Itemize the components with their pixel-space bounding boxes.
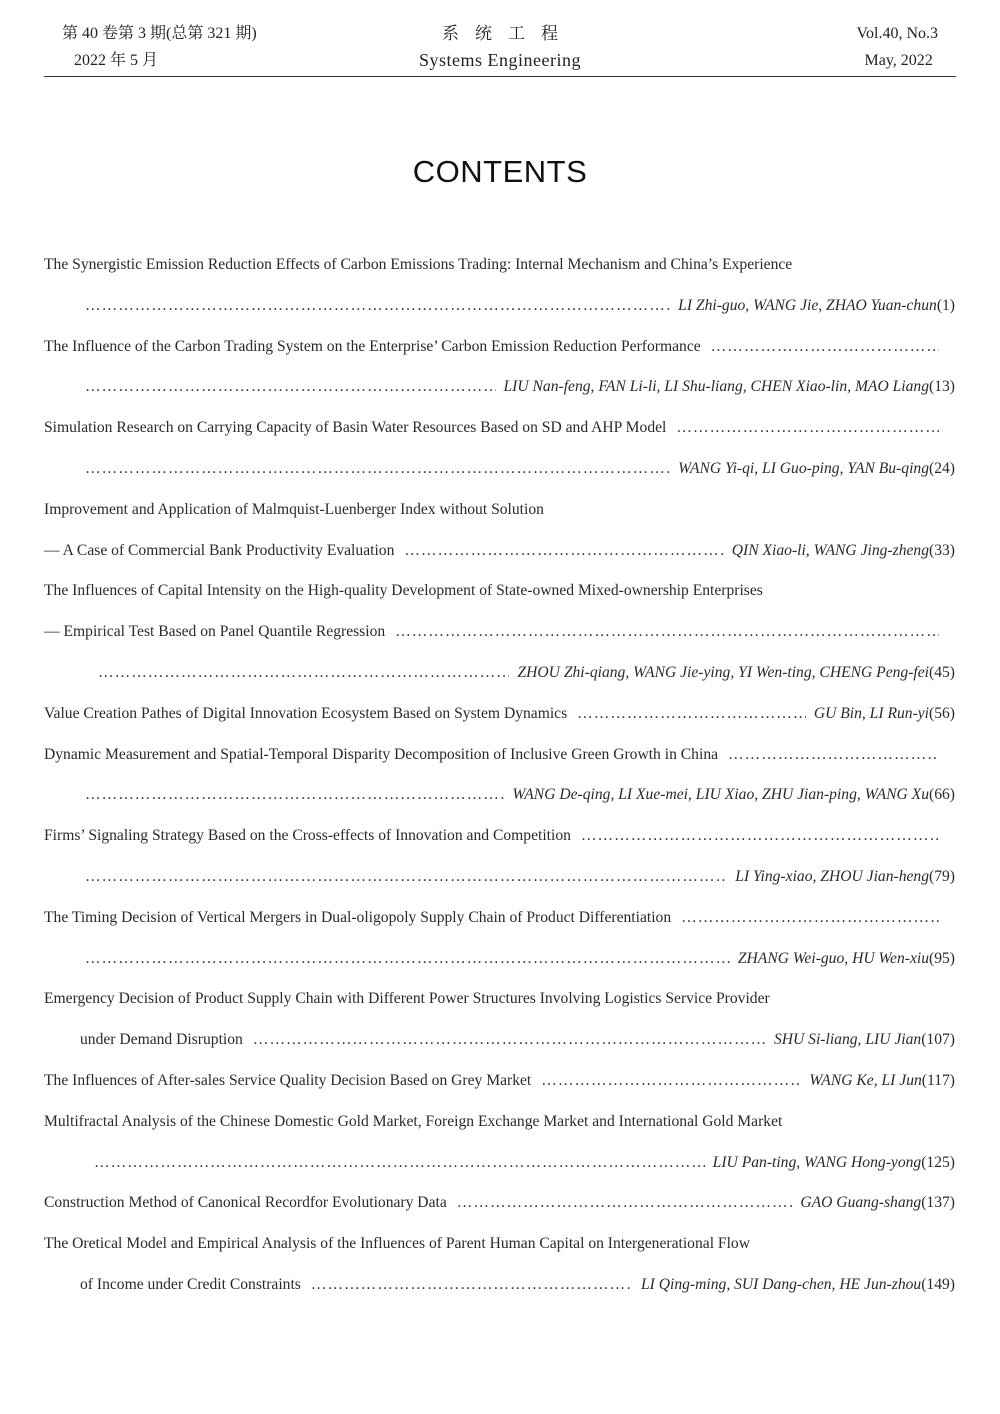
entry-title: Dynamic Measurement and Spatial-Temporal Disparity Decomposition of Inclusive Green Growth in China bbox=[44, 745, 719, 763]
toc-entry-authors-line bbox=[44, 775, 955, 816]
leader-dots bbox=[85, 775, 504, 816]
entry-title: Firms’ Signaling Strategy Based on the Cross-effects of Innovation and Competition bbox=[44, 827, 571, 845]
toc-entry-title bbox=[44, 571, 955, 612]
toc-entry-authors-line bbox=[44, 1061, 955, 1102]
leader-dots bbox=[85, 286, 670, 327]
leader-dots bbox=[541, 1061, 801, 1102]
toc-entry-authors-line bbox=[44, 1143, 955, 1184]
entry-title: The Timing Decision of Vertical Mergers in Dual-oligopoly Supply Chain of Product Differentiation bbox=[44, 908, 672, 926]
entry-authors: WANG Yi-qi, LI Guo-ping, YAN Bu-qing bbox=[678, 459, 930, 477]
entry-page: (13) bbox=[929, 378, 955, 396]
entry-authors: WANG De-qing, LI Xue-mei, LIU Xiao, ZHU Jian-ping, WANG Xu bbox=[512, 786, 930, 804]
entry-page: (45) bbox=[929, 663, 955, 681]
entry-page: (149) bbox=[921, 1275, 955, 1293]
entry-page: (33) bbox=[929, 541, 955, 559]
entry-page: (95) bbox=[929, 949, 955, 967]
entry-subtitle: under Demand Disruption bbox=[80, 1031, 243, 1049]
entry-authors: WANG Ke, LI Jun bbox=[809, 1071, 922, 1089]
entry-page: (24) bbox=[929, 459, 955, 477]
entry-page: (1) bbox=[936, 296, 955, 314]
toc-entry-title bbox=[44, 1224, 955, 1265]
entry-page: (79) bbox=[929, 867, 955, 885]
entry-subtitle: — Empirical Test Based on Panel Quantile Regression bbox=[44, 623, 386, 641]
leader-dots bbox=[85, 367, 496, 408]
entry-page: (137) bbox=[921, 1194, 955, 1212]
toc-entry-authors-line bbox=[44, 531, 955, 572]
leader-dots bbox=[98, 653, 509, 694]
toc-entry-title bbox=[44, 1102, 955, 1143]
running-header bbox=[44, 14, 956, 77]
volume-issue-cn: 第 40 卷第 3 期(总第 321 期) bbox=[62, 25, 257, 42]
entry-page: (117) bbox=[921, 1071, 955, 1089]
toc-entry-title bbox=[44, 816, 955, 857]
leader-dots bbox=[94, 1143, 705, 1184]
leader-dots bbox=[85, 449, 670, 490]
entry-title: Simulation Research on Carrying Capacity of Basin Water Resources Based on SD and AHP Model bbox=[44, 419, 667, 437]
entry-page: (56) bbox=[929, 704, 955, 722]
entry-authors: LI Zhi-guo, WANG Jie, ZHAO Yuan-chun bbox=[678, 296, 937, 314]
entry-title: The Influences of Capital Intensity on the High-quality Development of State-owned Mixed-ownership Enterprises bbox=[44, 582, 763, 600]
table-of-contents bbox=[44, 245, 955, 1306]
entry-title: The Influences of After-sales Service Quality Decision Based on Grey Market bbox=[44, 1071, 532, 1089]
entry-page: (66) bbox=[929, 786, 955, 804]
entry-authors: SHU Si-liang, LIU Jian bbox=[773, 1031, 922, 1049]
entry-subtitle: of Income under Credit Constraints bbox=[80, 1275, 301, 1293]
entry-title: Multifractal Analysis of the Chinese Domestic Gold Market, Foreign Exchange Market and International Gold Market bbox=[44, 1112, 783, 1130]
toc-entry-authors-line bbox=[44, 1265, 955, 1306]
entry-authors: QIN Xiao-li, WANG Jing-zheng bbox=[731, 541, 930, 559]
leader-dots bbox=[404, 531, 723, 572]
entry-authors: LIU Pan-ting, WANG Hong-yong bbox=[712, 1153, 922, 1171]
entry-authors: GU Bin, LI Run-yi bbox=[813, 704, 930, 722]
leader-dots bbox=[253, 1020, 766, 1061]
date-cn: 2022 年 5 月 bbox=[74, 52, 159, 69]
entry-title: The Synergistic Emission Reduction Effects of Carbon Emissions Trading: Internal Mechanism and China’s Experience bbox=[44, 256, 793, 273]
toc-entry-title bbox=[44, 490, 955, 531]
toc-entry-authors-line bbox=[44, 1183, 955, 1224]
entry-authors: LI Qing-ming, SUI Dang-chen, HE Jun-zhou bbox=[641, 1275, 922, 1293]
leader-dots bbox=[85, 939, 730, 980]
entry-authors: ZHANG Wei-guo, HU Wen-xiu bbox=[737, 949, 930, 967]
leader-dots bbox=[711, 327, 939, 368]
entry-authors: ZHOU Zhi-qiang, WANG Jie-ying, YI Wen-ting, CHENG Peng-fei bbox=[517, 663, 930, 681]
entry-authors: GAO Guang-shang bbox=[800, 1194, 922, 1212]
leader-dots bbox=[85, 857, 727, 898]
leader-dots bbox=[395, 612, 939, 653]
volume-issue-en: Vol.40, No.3 bbox=[856, 25, 938, 42]
volume-info-en bbox=[857, 20, 939, 74]
toc-entry-authors-line bbox=[44, 1020, 955, 1061]
toc-entry-title bbox=[44, 408, 955, 449]
toc-entry-authors-line bbox=[44, 857, 955, 898]
leader-dots bbox=[728, 735, 939, 776]
leader-dots bbox=[676, 408, 939, 449]
toc-entry-authors-line bbox=[44, 694, 955, 735]
entry-authors: LI Ying-xiao, ZHOU Jian-heng bbox=[735, 867, 930, 885]
toc-entry-authors-line bbox=[44, 449, 955, 490]
entry-authors: LIU Nan-feng, FAN Li-li, LI Shu-liang, CHEN Xiao-lin, MAO Liang bbox=[503, 378, 930, 396]
toc-entry-title bbox=[44, 735, 955, 776]
leader-dots bbox=[457, 1183, 793, 1224]
journal-name-en: Systems Engineering bbox=[419, 50, 581, 70]
toc-entry-authors-line bbox=[44, 286, 955, 327]
leader-dots bbox=[581, 816, 939, 857]
leader-dots bbox=[577, 694, 806, 735]
toc-entry-title bbox=[44, 979, 955, 1020]
leader-dots bbox=[681, 898, 939, 939]
journal-name-cn: 系统工程 bbox=[442, 24, 574, 43]
entry-title: Value Creation Pathes of Digital Innovation Ecosystem Based on System Dynamics bbox=[44, 704, 568, 722]
entry-title: Construction Method of Canonical Recordfor Evolutionary Data bbox=[44, 1194, 447, 1212]
entry-title: The Oretical Model and Empirical Analysis of the Influences of Parent Human Capital on Intergenerational Flow bbox=[44, 1235, 750, 1253]
date-en: May, 2022 bbox=[864, 52, 933, 69]
entry-page: (107) bbox=[921, 1031, 955, 1049]
leader-dots bbox=[311, 1265, 633, 1306]
toc-entry-authors-line bbox=[44, 367, 955, 408]
toc-entry-title bbox=[44, 245, 955, 286]
toc-entry-authors-line bbox=[44, 939, 955, 980]
toc-entry-authors-line bbox=[44, 653, 955, 694]
entry-subtitle: — A Case of Commercial Bank Productivity Evaluation bbox=[44, 541, 395, 559]
toc-entry-title bbox=[44, 898, 955, 939]
entry-page: (125) bbox=[921, 1153, 955, 1171]
toc-entry-subtitle-line bbox=[44, 612, 955, 653]
page-title: CONTENTS bbox=[412, 154, 588, 189]
journal-name bbox=[44, 20, 956, 74]
entry-title: Emergency Decision of Product Supply Chain with Different Power Structures Involving Logistics Service Provider bbox=[44, 990, 770, 1008]
toc-entry-title bbox=[44, 327, 955, 368]
entry-title: Improvement and Application of Malmquist-Luenberger Index without Solution bbox=[44, 500, 544, 518]
entry-title: The Influence of the Carbon Trading System on the Enterprise’ Carbon Emission Reduction Performance bbox=[44, 337, 701, 355]
